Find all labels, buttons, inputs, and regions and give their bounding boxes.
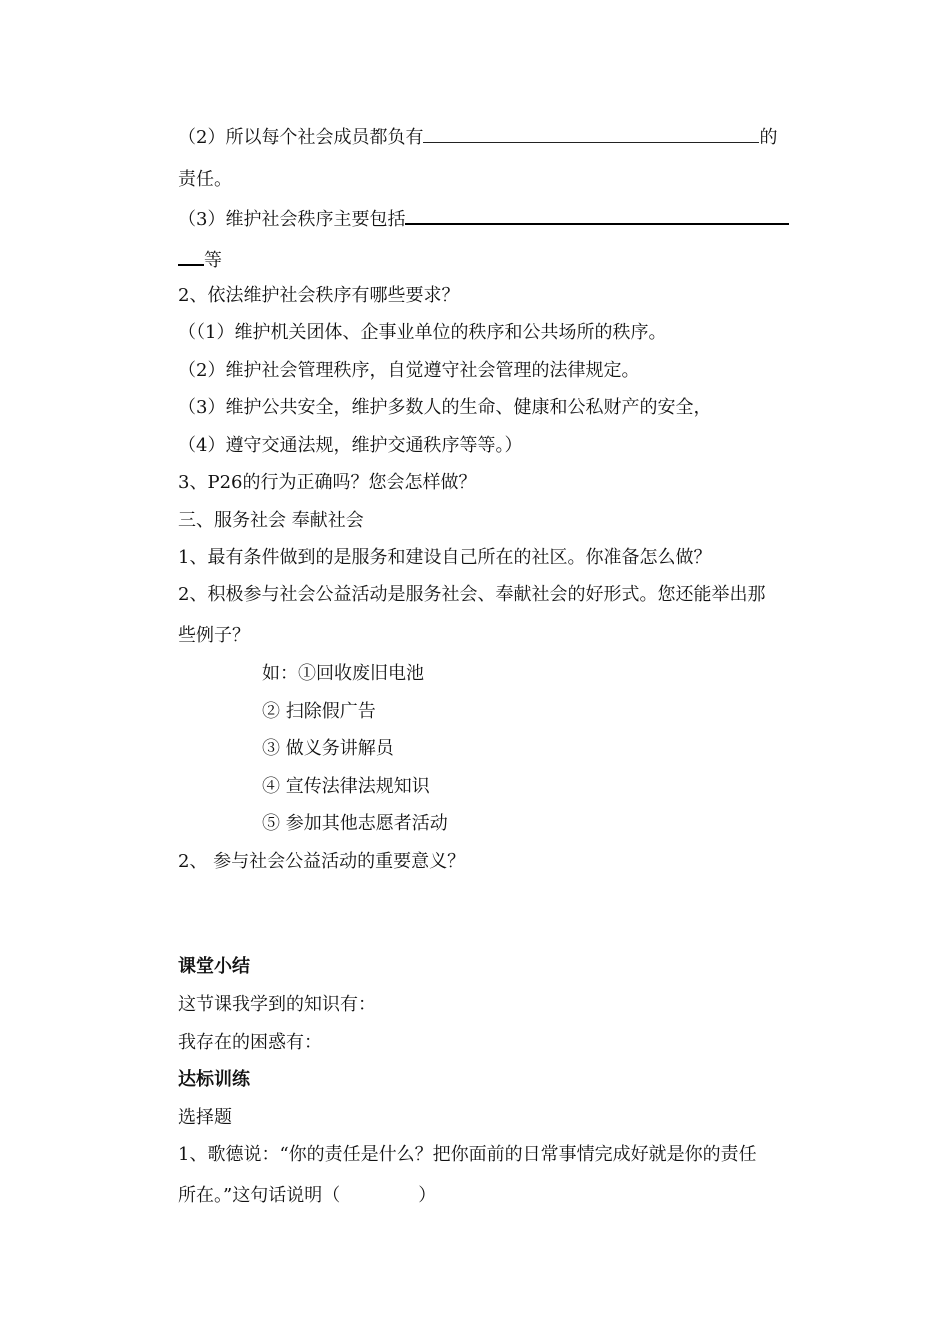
example-item: 如：①回收废旧电池 bbox=[262, 663, 424, 684]
summary-prompt: 这节课我学到的知识有： bbox=[178, 994, 376, 1015]
section-heading-practice: 达标训练 bbox=[178, 1069, 250, 1090]
text-segment: 的 bbox=[759, 127, 778, 148]
question-line: 些例子？ bbox=[178, 625, 250, 646]
text-segment: ） bbox=[418, 1185, 437, 1206]
question-line: 2、 参与社会公益活动的重要意义？ bbox=[178, 851, 466, 872]
example-item: ③ 做义务讲解员 bbox=[262, 738, 394, 759]
fill-in-line-social-order bbox=[178, 205, 789, 232]
example-item: ⑤ 参加其他志愿者活动 bbox=[262, 813, 448, 834]
subsection-heading: 选择题 bbox=[178, 1107, 232, 1128]
answer-blank[interactable] bbox=[423, 124, 759, 143]
text-segment: 所在。”这句话说明（ bbox=[178, 1185, 341, 1206]
answer-line: （4）遵守交通法规，维护交通秩序等等。） bbox=[178, 435, 523, 456]
text-segment: （3）维护社会秩序主要包括 bbox=[178, 209, 406, 230]
question-line: 1、歌德说：“你的责任是什么？把你面前的日常事情完成好就是你的责任 bbox=[178, 1144, 757, 1165]
answer-blank[interactable] bbox=[405, 205, 789, 225]
question-line: 2、积极参与社会公益活动是服务社会、奉献社会的好形式。您还能举出那 bbox=[178, 584, 766, 605]
text-segment: 等 bbox=[204, 250, 222, 271]
fill-in-line-responsibility bbox=[178, 124, 777, 150]
example-item: ④ 宣传法律法规知识 bbox=[262, 776, 430, 797]
section-heading-summary: 课堂小结 bbox=[178, 956, 250, 977]
section-heading: 三、服务社会 奉献社会 bbox=[178, 510, 364, 531]
answer-line: （（1）维护机关团体、企事业单位的秩序和公共场所的秩序。 bbox=[178, 322, 667, 343]
text-line: 责任。 bbox=[178, 169, 232, 190]
answer-line: （2）维护社会管理秩序，自觉遵守社会管理的法律规定。 bbox=[178, 360, 640, 381]
question-line: 3、P26的行为正确吗？您会怎样做？ bbox=[178, 472, 477, 493]
question-line: 2、依法维护社会秩序有哪些要求？ bbox=[178, 285, 460, 306]
fill-in-line-continuation bbox=[178, 246, 222, 273]
answer-blank[interactable] bbox=[178, 246, 204, 266]
example-item: ② 扫除假广告 bbox=[262, 701, 376, 722]
question-line-with-answer-parens bbox=[178, 1184, 436, 1208]
answer-line: （3）维护公共安全，维护多数人的生命、健康和公私财产的安全， bbox=[178, 397, 712, 418]
question-line: 1、最有条件做到的是服务和建设自己所在的社区。你准备怎么做？ bbox=[178, 547, 712, 568]
text-segment: （2）所以每个社会成员都负有 bbox=[178, 127, 424, 148]
summary-prompt: 我存在的困惑有： bbox=[178, 1032, 322, 1053]
